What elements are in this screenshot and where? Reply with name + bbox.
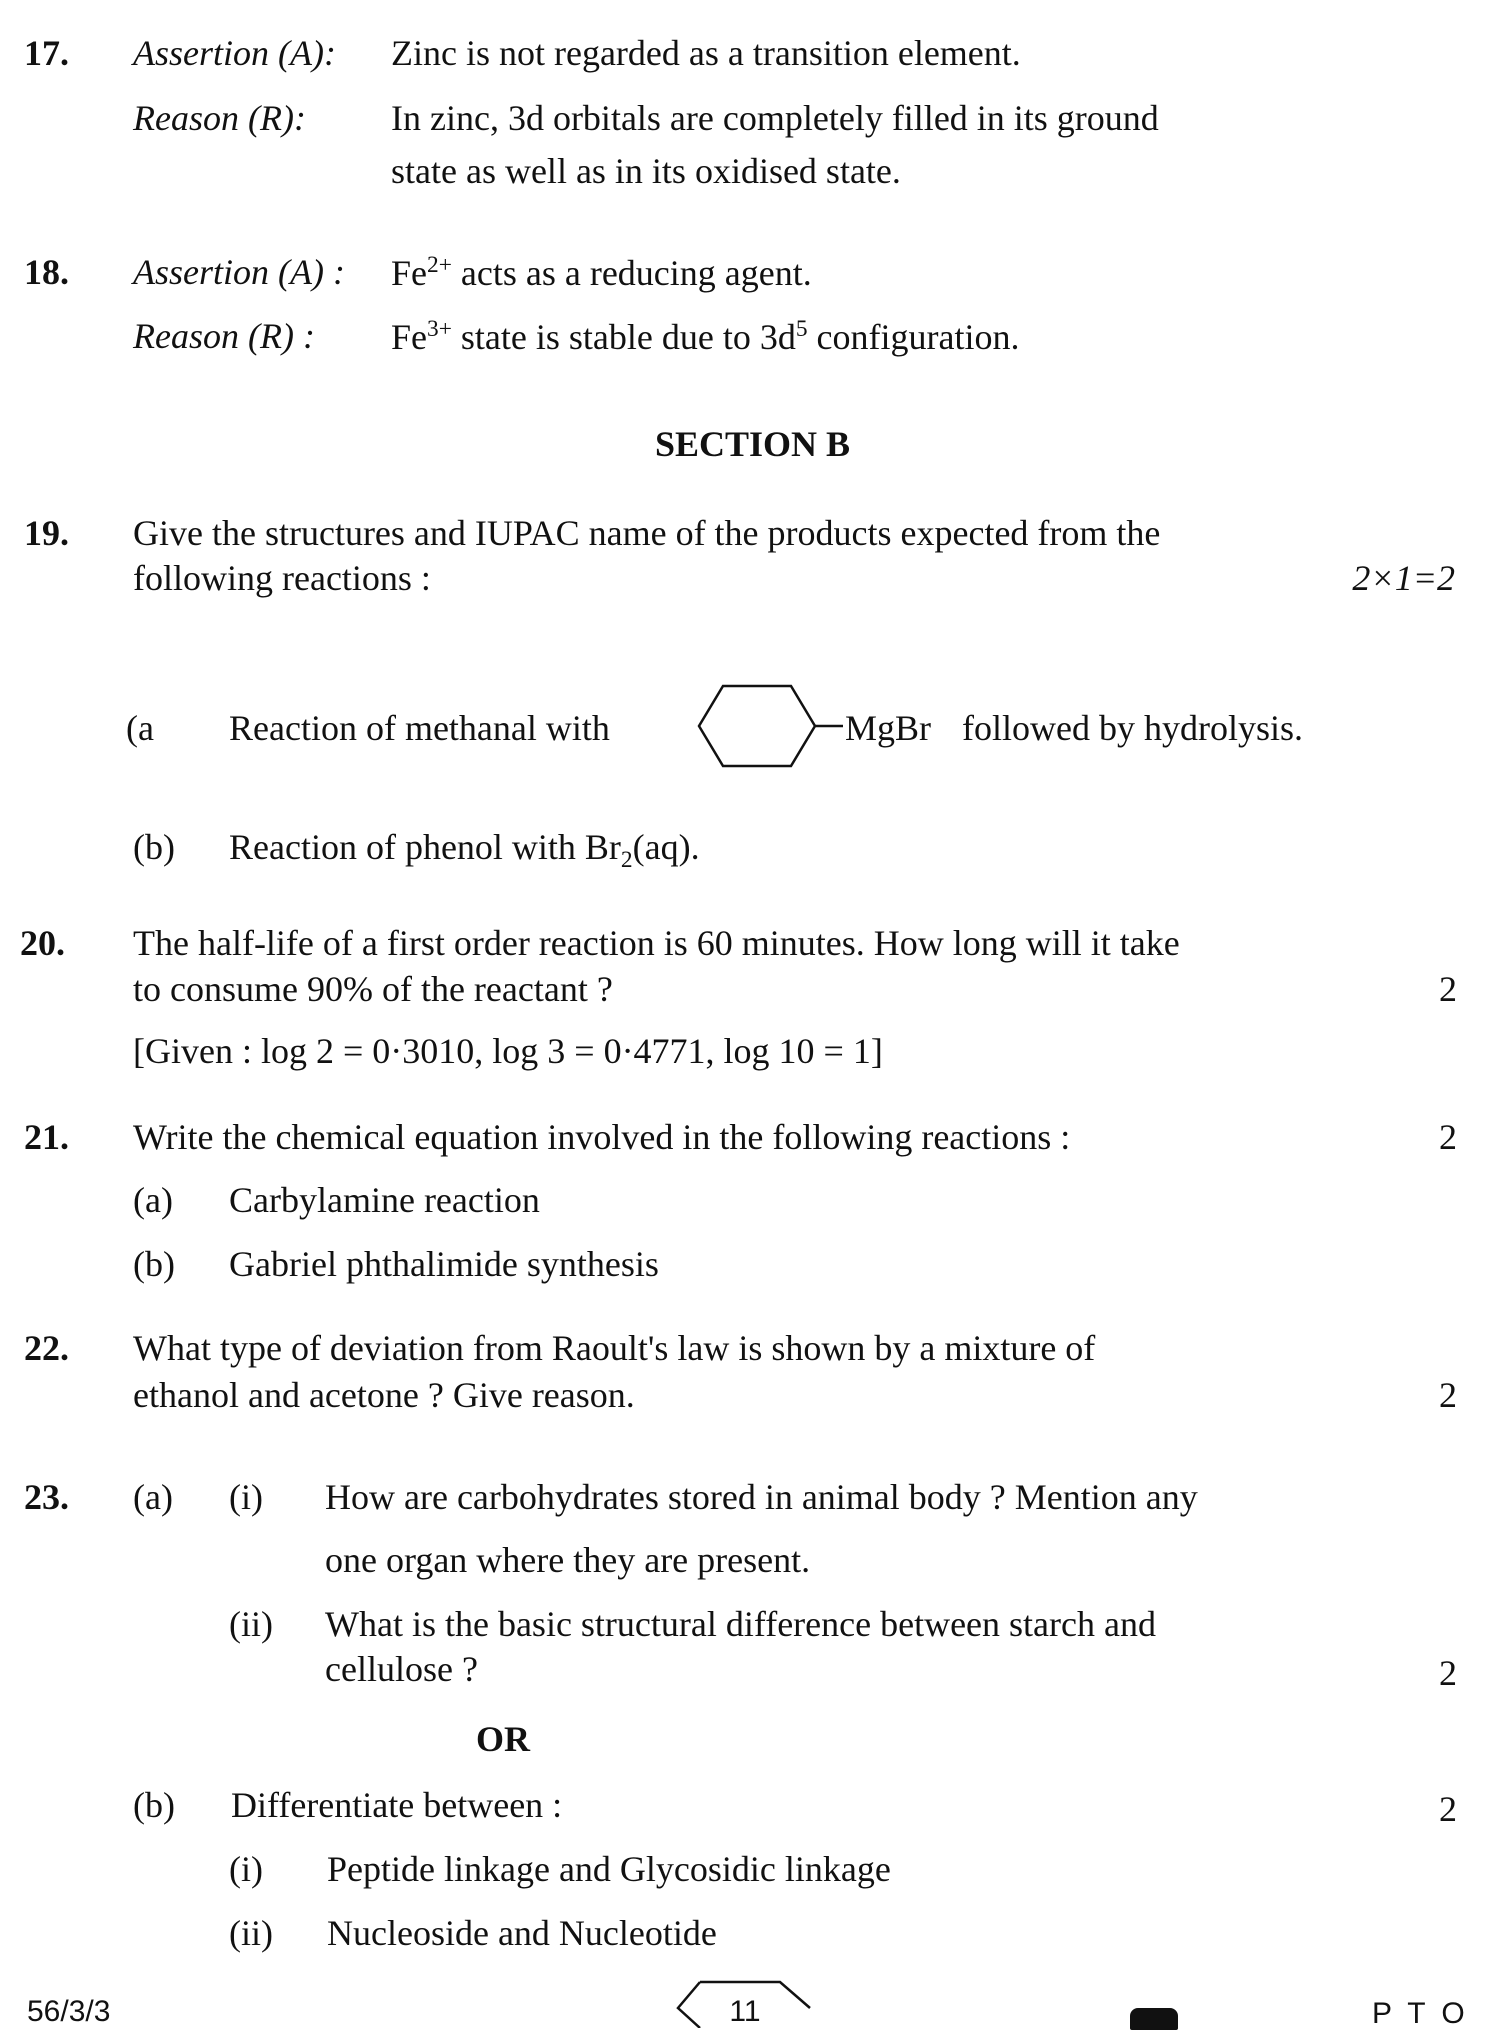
- question-number-23: 23.: [24, 1477, 69, 1517]
- q19-a-label: (a: [126, 708, 154, 748]
- q23-a-i-label: (i): [229, 1477, 263, 1517]
- q23-a-marks: 2: [1439, 1653, 1457, 1693]
- q20-marks: 2: [1439, 969, 1457, 1009]
- q23-b-ii-label: (ii): [229, 1913, 273, 1953]
- q20-line-2: to consume 90% of the reactant ?: [133, 969, 613, 1009]
- q19-a-text: Reaction of methanal with: [229, 708, 610, 748]
- q23-b-text: Differentiate between :: [231, 1785, 563, 1825]
- q19-b-text: Reaction of phenol with $Br_2(aq)$.: [229, 827, 700, 874]
- q17-reason-line-2: state as well as in its oxidised state.: [391, 151, 901, 191]
- q19-marks: 2×1=2: [1352, 558, 1455, 598]
- question-number-19: 19.: [24, 513, 69, 553]
- question-number-20: 20.: [20, 923, 65, 963]
- print-mark: [1130, 2008, 1178, 2030]
- question-number-17: 17.: [24, 33, 69, 73]
- q17-assertion-text: Zinc is not regarded as a transition element.: [391, 33, 1021, 73]
- q17-reason-label: Reason (R):: [133, 98, 306, 138]
- q23-b-marks: 2: [1439, 1789, 1457, 1829]
- question-number-21: 21.: [24, 1117, 69, 1157]
- q17-assertion-label: Assertion (A):: [133, 33, 336, 73]
- q18-assertion-text: $Fe^{2+}$ acts as a reducing agent.: [391, 252, 812, 293]
- cyclohexyl-ring-icon: [697, 683, 845, 769]
- q23-b-ii-text: Nucleoside and Nucleotide: [327, 1913, 717, 1953]
- q23-b-i-text: Peptide linkage and Glycosidic linkage: [327, 1849, 891, 1889]
- q23-a-ii-line-1: What is the basic structural difference between starch and: [325, 1604, 1156, 1644]
- q18-reason-label: Reason (R) :: [133, 316, 315, 356]
- or-separator: OR: [476, 1719, 530, 1759]
- q21-a-text: Carbylamine reaction: [229, 1180, 540, 1220]
- question-number-18: 18.: [24, 252, 69, 292]
- question-number-22: 22.: [24, 1328, 69, 1368]
- q21-a-label: (a): [133, 1180, 173, 1220]
- q20-given: [Given : log 2 = 0·3010, log 3 = 0·4771, log 10 = 1]: [133, 1031, 883, 1071]
- q22-line-1: What type of deviation from Raoult's law is shown by a mixture of: [133, 1328, 1096, 1368]
- section-b-heading: SECTION B: [654, 424, 851, 464]
- q18-reason-text: $Fe^{3+}$ state is stable due to $3d^5$ configuration.: [391, 316, 1020, 357]
- q18-assertion-label: Assertion (A) :: [133, 252, 345, 292]
- q21-b-label: (b): [133, 1244, 175, 1284]
- q19-b-label: (b): [133, 827, 175, 867]
- q23-a-i-line-2: one organ where they are present.: [325, 1540, 811, 1580]
- q23-a-ii-label: (ii): [229, 1604, 273, 1644]
- q17-reason-line-1: In zinc, 3d orbitals are completely filled in its ground: [391, 98, 1159, 138]
- q23-b-i-label: (i): [229, 1849, 263, 1889]
- q20-line-1: The half-life of a first order reaction is 60 minutes. How long will it take: [133, 923, 1180, 963]
- q23-a-i-line-1: How are carbohydrates stored in animal body ? Mention any: [325, 1477, 1198, 1517]
- paper-code: 56/3/3: [27, 1995, 111, 2028]
- page-number: 11: [729, 1995, 761, 2028]
- q19-line-2: following reactions :: [133, 558, 431, 598]
- q23-a-ii-line-2: cellulose ?: [325, 1649, 478, 1689]
- q21-marks: 2: [1439, 1117, 1457, 1157]
- q21-b-text: Gabriel phthalimide synthesis: [229, 1244, 659, 1284]
- q23-a-label: (a): [133, 1477, 173, 1517]
- q19-line-1: Give the structures and IUPAC name of the products expected from the: [133, 513, 1161, 553]
- q21-line-1: Write the chemical equation involved in the following reactions :: [133, 1117, 1071, 1157]
- q22-line-2: ethanol and acetone ? Give reason.: [133, 1375, 635, 1415]
- please-turn-over: P T O: [1372, 1997, 1469, 2030]
- q19-a-followed-text: followed by hydrolysis.: [962, 708, 1303, 748]
- q19-a-reagent: MgBr: [845, 708, 932, 748]
- q22-marks: 2: [1439, 1375, 1457, 1415]
- q23-b-label: (b): [133, 1785, 175, 1825]
